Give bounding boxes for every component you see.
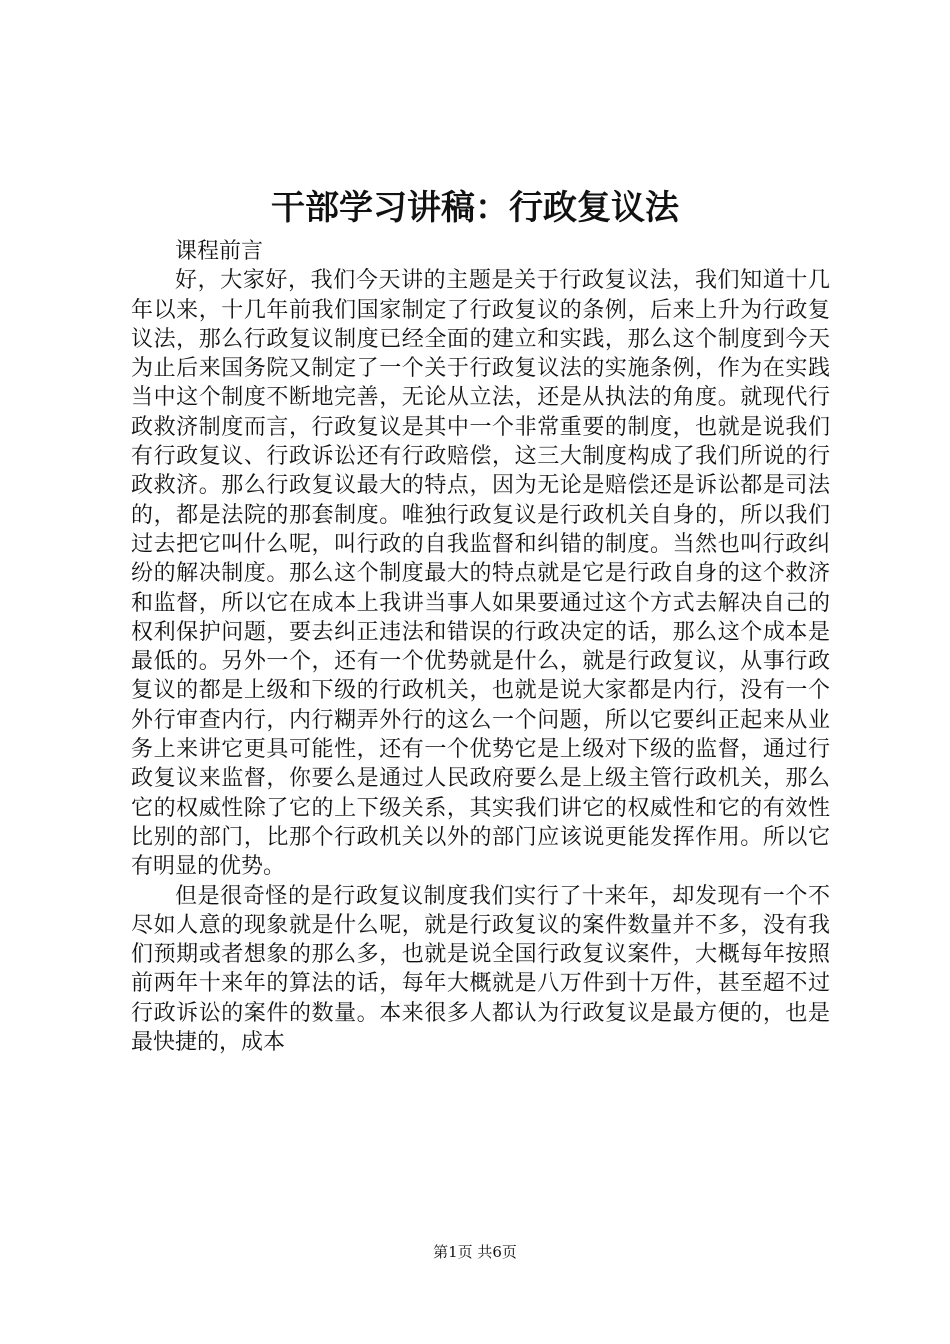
paragraph: 但是很奇怪的是行政复议制度我们实行了十来年，却发现有一个不尽如人意的现象就是什么呢，就是行政复议的案件数量并不多，没有我们预期或者想象的那么多，也就是说全国行政复议案件，大概每年按照前两年十来年的算法的话，每年大概就是八万件到十万件，甚至超不过行政诉讼的案件的数量。本来很多人都认为行政复议是最方便的，也是最快捷的，成本 (131, 883, 830, 1056)
document-title: 干部学习讲稿：行政复议法 (271, 188, 679, 228)
page-number-footer: 第1页 共6页 (433, 1243, 517, 1261)
paragraph-preface-heading: 课程前言 (175, 239, 264, 264)
document-body (131, 237, 830, 1057)
paragraph: 好，大家好，我们今天讲的主题是关于行政复议法，我们知道十几年以来，十几年前我们国家制定了行政复议的条例，后来上升为行政复议法，那么行政复议制度已经全面的建立和实践，那么这个制度到今天为止后来国务院又制定了一个关于行政复议法的实施条例，作为在实践当中这个制度不断地完善，无论从立法，还是从执法的角度。就现代行政救济制度而言，行政复议是其中一个非常重要的制度，也就是说我们有行政复议、行政诉讼还有行政赔偿，这三大制度构成了我们所说的行政救济。那么行政复议最大的特点，因为无论是赔偿还是诉讼都是司法的，都是法院的那套制度。唯独行政复议是行政机关自身的，所以我们过去把它叫什么呢，叫行政的自我监督和纠错的制度。当然也叫行政纠纷的解决制度。那么这个制度最大的特点就是它是行政自身的这个救济和监督，所以它在成本上我讲当事人如果要通过这个方式去解决自己的权利保护问题，要去纠正违法和错误的行政决定的话，那么这个成本是最低的。另外一个，还有一个优势就是什么，就是行政复议，从事行政复议的都是上级和下级的行政机关，也就是说大家都是内行，没有一个外行审查内行，内行糊弄外行的这么一个问题，所以它要纠正起来从业务上来讲它更具可能性，还有一个优势它是上级对下级的监督，通过行政复议来监督，你要么是通过人民政府要么是上级主管行政机关，那么它的权威性除了它的上下级关系，其实我们讲它的权威性和它的有效性比别的部门，比那个行政机关以外的部门应该说更能发挥作用。所以它有明显的优势。 (131, 268, 830, 880)
